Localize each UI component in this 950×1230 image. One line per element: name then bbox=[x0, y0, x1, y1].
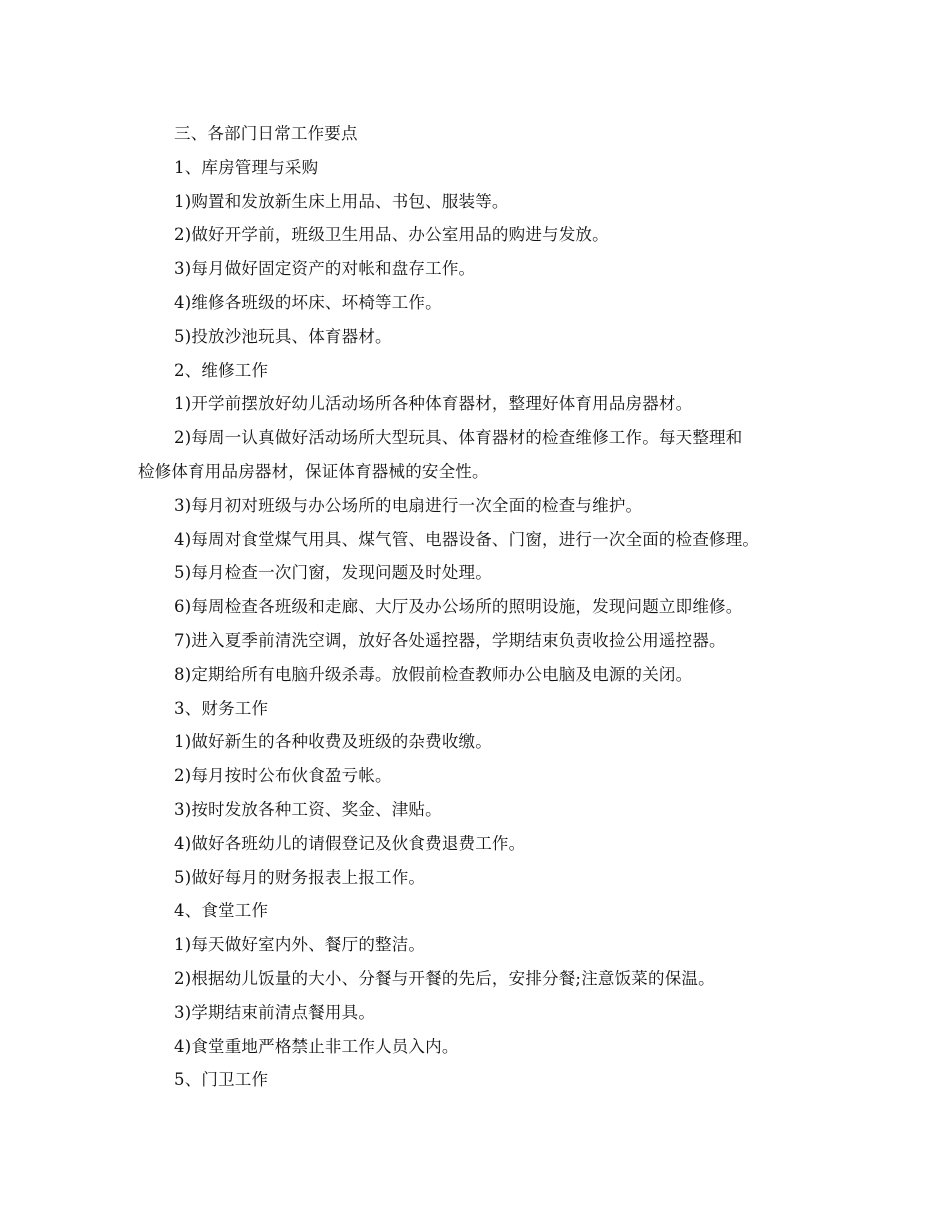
paragraph-line: 5、门卫工作 bbox=[174, 1070, 269, 1090]
paragraph-line: 5)投放沙池玩具、体育器材。 bbox=[174, 326, 392, 346]
paragraph-line: 3)学期结束前清点餐用具。 bbox=[174, 1002, 376, 1022]
paragraph-line: 2)根据幼儿饭量的大小、分餐与开餐的先后，安排分餐;注意饭菜的保温。 bbox=[174, 968, 715, 988]
paragraph-line: 7)进入夏季前清洗空调，放好各处遥控器，学期结束负责收捡公用遥控器。 bbox=[174, 630, 726, 650]
paragraph-line: 4)每周对食堂煤气用具、煤气管、电器设备、门窗，进行一次全面的检查修理。 bbox=[174, 529, 760, 549]
paragraph-line: 5)做好每月的财务报表上报工作。 bbox=[174, 867, 426, 887]
paragraph-line: 4)维修各班级的坏床、坏椅等工作。 bbox=[174, 292, 442, 312]
paragraph-line: 2)每月按时公布伙食盈亏帐。 bbox=[174, 766, 392, 786]
paragraph-line: 3)每月初对班级与办公场所的电扇进行一次全面的检查与维护。 bbox=[174, 495, 643, 515]
paragraph-line: 3)按时发放各种工资、奖金、津贴。 bbox=[174, 799, 442, 819]
paragraph-line: 4)食堂重地严格禁止非工作人员入内。 bbox=[174, 1036, 459, 1056]
document-body bbox=[138, 117, 828, 1097]
paragraph-line: 2)每周一认真做好活动场所大型玩具、体育器材的检查维修工作。每天整理和 bbox=[174, 428, 743, 448]
paragraph-line: 1、库房管理与采购 bbox=[174, 157, 319, 177]
paragraph-line: 2、维修工作 bbox=[174, 360, 269, 380]
paragraph-line: 5)每月检查一次门窗，发现问题及时处理。 bbox=[174, 563, 492, 583]
paragraph-line: 6)每周检查各班级和走廊、大厅及办公场所的照明设施，发现问题立即维修。 bbox=[174, 597, 743, 617]
paragraph-line: 2)做好开学前，班级卫生用品、办公室用品的购进与发放。 bbox=[174, 225, 609, 245]
paragraph-line: 3)每月做好固定资产的对帐和盘存工作。 bbox=[174, 259, 476, 279]
paragraph-continuation-line: 检修体育用品房器材，保证体育器械的安全性。 bbox=[138, 461, 489, 481]
paragraph-line: 1)每天做好室内外、餐厅的整洁。 bbox=[174, 935, 426, 955]
paragraph-line: 3、财务工作 bbox=[174, 698, 269, 718]
paragraph-line: 4、食堂工作 bbox=[174, 901, 269, 921]
paragraph-line: 8)定期给所有电脑升级杀毒。放假前检查教师办公电脑及电源的关闭。 bbox=[174, 664, 693, 684]
paragraph-line: 1)购置和发放新生床上用品、书包、服装等。 bbox=[174, 191, 509, 211]
paragraph-line: 1)做好新生的各种收费及班级的杂费收缴。 bbox=[174, 732, 492, 752]
paragraph-line: 三、各部门日常工作要点 bbox=[174, 124, 358, 143]
paragraph-line: 4)做好各班幼儿的请假登记及伙食费退费工作。 bbox=[174, 833, 526, 853]
paragraph-line: 1)开学前摆放好幼儿活动场所各种体育器材，整理好体育用品房器材。 bbox=[174, 394, 693, 414]
